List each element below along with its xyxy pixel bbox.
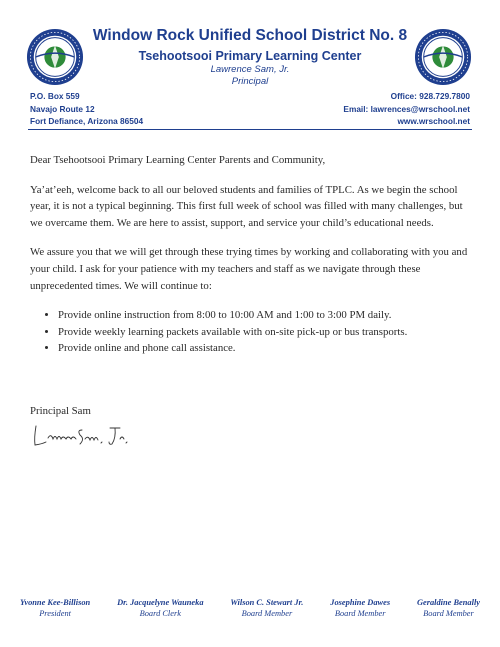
letterhead (90, 27, 410, 88)
paragraph: We assure you that we will get through these trying times by working and collaborating with you and your child. I ask for your patience with my teachers and staff as we navigate through these unprecedented times. We will continue to: (30, 246, 468, 292)
board-member (230, 597, 303, 619)
board-members (20, 597, 480, 619)
header-divider (28, 129, 472, 130)
school-name: Tsehootsooi Primary Learning Center (138, 49, 362, 63)
list-item: • Provide weekly learning packets available with on-site pick-up or bus transports. (58, 324, 475, 341)
member-name: Geraldine Benally (416, 598, 480, 607)
handwritten-signature (30, 418, 130, 452)
address-line: Fort Defiance, Arizona 86504 (30, 116, 144, 126)
list-item: • Provide online and phone call assistance. (58, 340, 475, 357)
member-role: Board Member (334, 609, 386, 618)
member-name: Yvonne Kee-Billison (20, 598, 91, 607)
office-phone: Office: 928.729.7800 (390, 91, 470, 101)
letter-body (30, 152, 475, 370)
member-role: Board Clerk (139, 609, 181, 618)
member-name: Dr. Jacquelyne Wauneka (117, 598, 204, 607)
address-line: P.O. Box 559 (30, 91, 80, 101)
address-line: Navajo Route 12 (30, 103, 95, 114)
school-seal-icon (26, 28, 84, 86)
member-name: Josephine Dawes (330, 598, 391, 607)
member-role: President (39, 609, 71, 618)
principal-name: Lawrence Sam, Jr. (210, 64, 290, 75)
email-link[interactable]: Email: lawrences@wrschool.net (343, 103, 470, 114)
member-role: Board Member (241, 609, 293, 618)
principal-title: Principal (231, 76, 269, 87)
website-link[interactable]: www.wrschool.net (397, 116, 470, 126)
greeting: Dear Tsehootsooi Primary Learning Center Parents and Community, (30, 154, 326, 166)
district-name: Window Rock Unified School District No. 8 (92, 27, 408, 44)
paragraph: Ya’at’eeh, welcome back to all our beloved students and families of TPLC. As we begin the school year, it is not a typical beginning. This first full week of school was filled with many challenges, but we overcame them. We are here to assist, support, and service your child’s educational needs. (30, 183, 463, 229)
board-member (417, 597, 480, 619)
closing: Principal Sam (30, 405, 91, 417)
member-name: Wilson C. Stewart Jr. (230, 598, 304, 607)
board-member (20, 597, 90, 619)
mailing-address (30, 90, 143, 128)
services-list (30, 307, 475, 357)
contact-info (343, 90, 470, 128)
board-member (330, 597, 390, 619)
board-member (117, 597, 203, 619)
list-item: • Provide online instruction from 8:00 to 10:00 AM and 1:00 to 3:00 PM daily. (58, 307, 475, 324)
member-role: Board Member (423, 609, 474, 618)
school-seal-icon (414, 28, 472, 86)
